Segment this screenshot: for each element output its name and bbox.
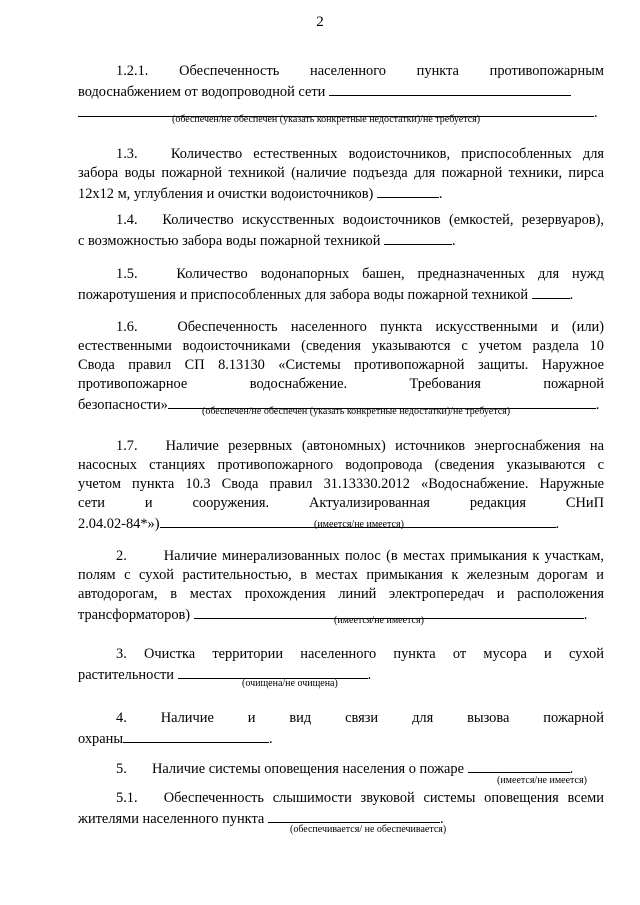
word: Наличие (160, 710, 214, 726)
word: пожарной (543, 710, 604, 726)
item-number: 1.4. (116, 212, 138, 228)
item-1-5-line1 (78, 265, 604, 284)
word: и (544, 646, 552, 662)
item-text: забора воды пожарной техникой (наличие подъезда для пожарной техники, пирса (78, 165, 604, 181)
item-1-7-line2 (78, 456, 604, 475)
period: . (555, 516, 560, 532)
item-2-line3 (78, 585, 604, 604)
word: связи (345, 710, 379, 726)
item-1-3-line3 (78, 183, 604, 204)
word: противопожарным (489, 63, 604, 79)
item-1-4-line2 (78, 230, 604, 251)
item-number: 5.1. (116, 790, 138, 806)
item-1-4 (78, 211, 604, 251)
item-text: полям с сухой растительностью, в местах примыкания к железным дорогам и (78, 567, 604, 583)
item-number: 3. (116, 646, 127, 662)
fill-blank[interactable] (329, 81, 571, 96)
item-1-7-line1 (78, 437, 604, 456)
item-1-3 (78, 145, 604, 204)
fill-blank[interactable] (377, 183, 439, 198)
item-text: с возможностью забора воды пожарной техникой (78, 233, 381, 249)
item-text: учетом пункта 10.3 Свода правил 31.13330.2012 «Водоснабжение. Наружные (78, 476, 604, 492)
item-1-2-1-line2 (78, 81, 604, 102)
field-hint: (имеется/не имеется) (314, 519, 404, 530)
field-hint: (обеспечивается/ не обеспечивается) (290, 824, 447, 835)
fill-blank[interactable] (123, 728, 269, 743)
item-2 (78, 547, 604, 625)
field-hint: (обеспечен/не обеспечен (указать конкретные недостатки)/не требуется) (172, 114, 481, 125)
item-1-6-line2 (78, 337, 604, 356)
word: сухой (568, 646, 604, 662)
word: от (452, 646, 467, 662)
item-text: Обеспеченность слышимости звуковой системы оповещения всеми (163, 790, 604, 806)
word: пункта (393, 646, 436, 662)
item-1-3-line1 (78, 145, 604, 164)
field-hint: (очищена/не очищена) (242, 678, 338, 689)
item-4-line2 (78, 728, 604, 749)
item-number: 2. (116, 548, 127, 564)
period: . (595, 397, 600, 413)
item-text: Наличие системы оповещения населения о пожаре (151, 761, 464, 777)
item-text: пожаротушения и приспособленных для забора воды пожарной техникой (78, 287, 529, 303)
word: Требования (409, 376, 481, 392)
item-text: водоснабжением от водопроводной сети (78, 84, 326, 100)
period: . (569, 761, 574, 777)
item-3 (78, 645, 604, 685)
item-1-2-1-line1 (78, 62, 604, 81)
fill-blank[interactable] (268, 808, 440, 823)
item-text: Количество искусственных водоисточников (емкостей, резервуаров), (162, 212, 604, 228)
item-number: 1.6. (116, 319, 138, 335)
item-text: естественными водоисточниками (сведения указываются с учетом раздела 10 (78, 338, 604, 354)
item-4 (78, 709, 604, 749)
word: сооружения. (192, 495, 270, 511)
field-hint: (имеется/не имеется) (334, 615, 424, 626)
word: пункта (416, 63, 459, 79)
word: и (144, 495, 153, 511)
item-text: 2.04.02-84*») (78, 516, 160, 532)
period: . (269, 731, 273, 747)
item-2-line1 (78, 547, 604, 566)
word: территории (212, 646, 284, 662)
word: пожарной (543, 376, 604, 392)
period: . (583, 607, 588, 623)
word: Обеспеченность (179, 63, 280, 79)
period: . (367, 667, 372, 683)
word: вид (289, 710, 312, 726)
item-text: Количество естественных водоисточников, приспособленных для (170, 146, 605, 162)
word: сети (78, 495, 105, 511)
word: мусора (483, 646, 527, 662)
period: . (452, 233, 456, 249)
item-5-1-line1 (78, 789, 604, 808)
word: СНиП (565, 495, 604, 511)
page-number: 2 (316, 14, 324, 30)
period: . (569, 287, 574, 303)
item-text: Обеспеченность населенного пункта искусственными и (или) (177, 319, 605, 335)
word: Очистка (144, 646, 196, 662)
item-number: 1.3. (116, 146, 138, 162)
item-number: 1.5. (116, 266, 138, 282)
word: населенного (310, 63, 386, 79)
item-text: безопасности» (78, 397, 168, 413)
item-text: Свода правил СП 8.13130 «Системы противопожарной защиты. Наружное (78, 357, 604, 373)
item-number: 5. (116, 761, 127, 777)
period: . (439, 811, 444, 827)
item-text: растительности (78, 667, 175, 683)
item-2-line2 (78, 566, 604, 585)
item-1-6-line3 (78, 356, 604, 375)
item-3-line1 (78, 645, 604, 664)
item-1-3-line2 (78, 164, 604, 183)
item-1-4-line1 (78, 211, 604, 230)
item-text: насосных станциях противопожарного водопровода (сведения указываются с (78, 457, 604, 473)
item-1-5-line2 (78, 284, 604, 305)
field-hint: (обеспечен/не обеспечен (указать конкретные недостатки)/не требуется) (202, 406, 511, 417)
item-4-line1 (78, 709, 604, 728)
item-text: Количество водонапорных башен, предназначенных для нужд (176, 266, 604, 282)
item-1-7-line4 (78, 494, 604, 513)
item-5-1 (78, 789, 604, 829)
item-1-7-line3 (78, 475, 604, 494)
period: . (438, 186, 443, 202)
item-text: автодорогам, в местах прохождения линий электропередач и расположения (78, 586, 604, 602)
item-text: жителями населенного пункта (78, 811, 265, 827)
item-text: 12х12 м, углубления и очистки водоисточников) (78, 186, 374, 202)
fill-blank[interactable] (384, 230, 452, 245)
item-1-5 (78, 265, 604, 305)
fill-blank[interactable] (178, 664, 368, 679)
word: для (412, 710, 434, 726)
field-hint: (имеется/не имеется) (497, 775, 587, 786)
item-text: Наличие минерализованных полос (в местах примыкания к участкам, (163, 548, 604, 564)
fill-blank[interactable] (468, 758, 570, 773)
word: и (247, 710, 256, 726)
word: водоснабжение. (249, 376, 348, 392)
word: вызова (467, 710, 510, 726)
item-1-6 (78, 318, 604, 415)
item-number: 1.2.1. (116, 63, 149, 79)
item-number: 4. (116, 710, 127, 726)
period: . (594, 105, 598, 121)
item-text: охраны (78, 731, 123, 747)
item-3-line2 (78, 664, 604, 685)
item-text: трансформаторов) (78, 607, 191, 623)
word: противопожарное (78, 376, 188, 392)
item-text: Наличие резервных (автономных) источников энергоснабжения на (165, 438, 604, 454)
word: редакция (469, 495, 526, 511)
item-1-6-line4 (78, 375, 604, 394)
fill-blank[interactable] (532, 284, 570, 299)
item-number: 1.7. (116, 438, 138, 454)
item-1-6-line1 (78, 318, 604, 337)
word: населенного (300, 646, 377, 662)
word: Актуализированная (309, 495, 430, 511)
